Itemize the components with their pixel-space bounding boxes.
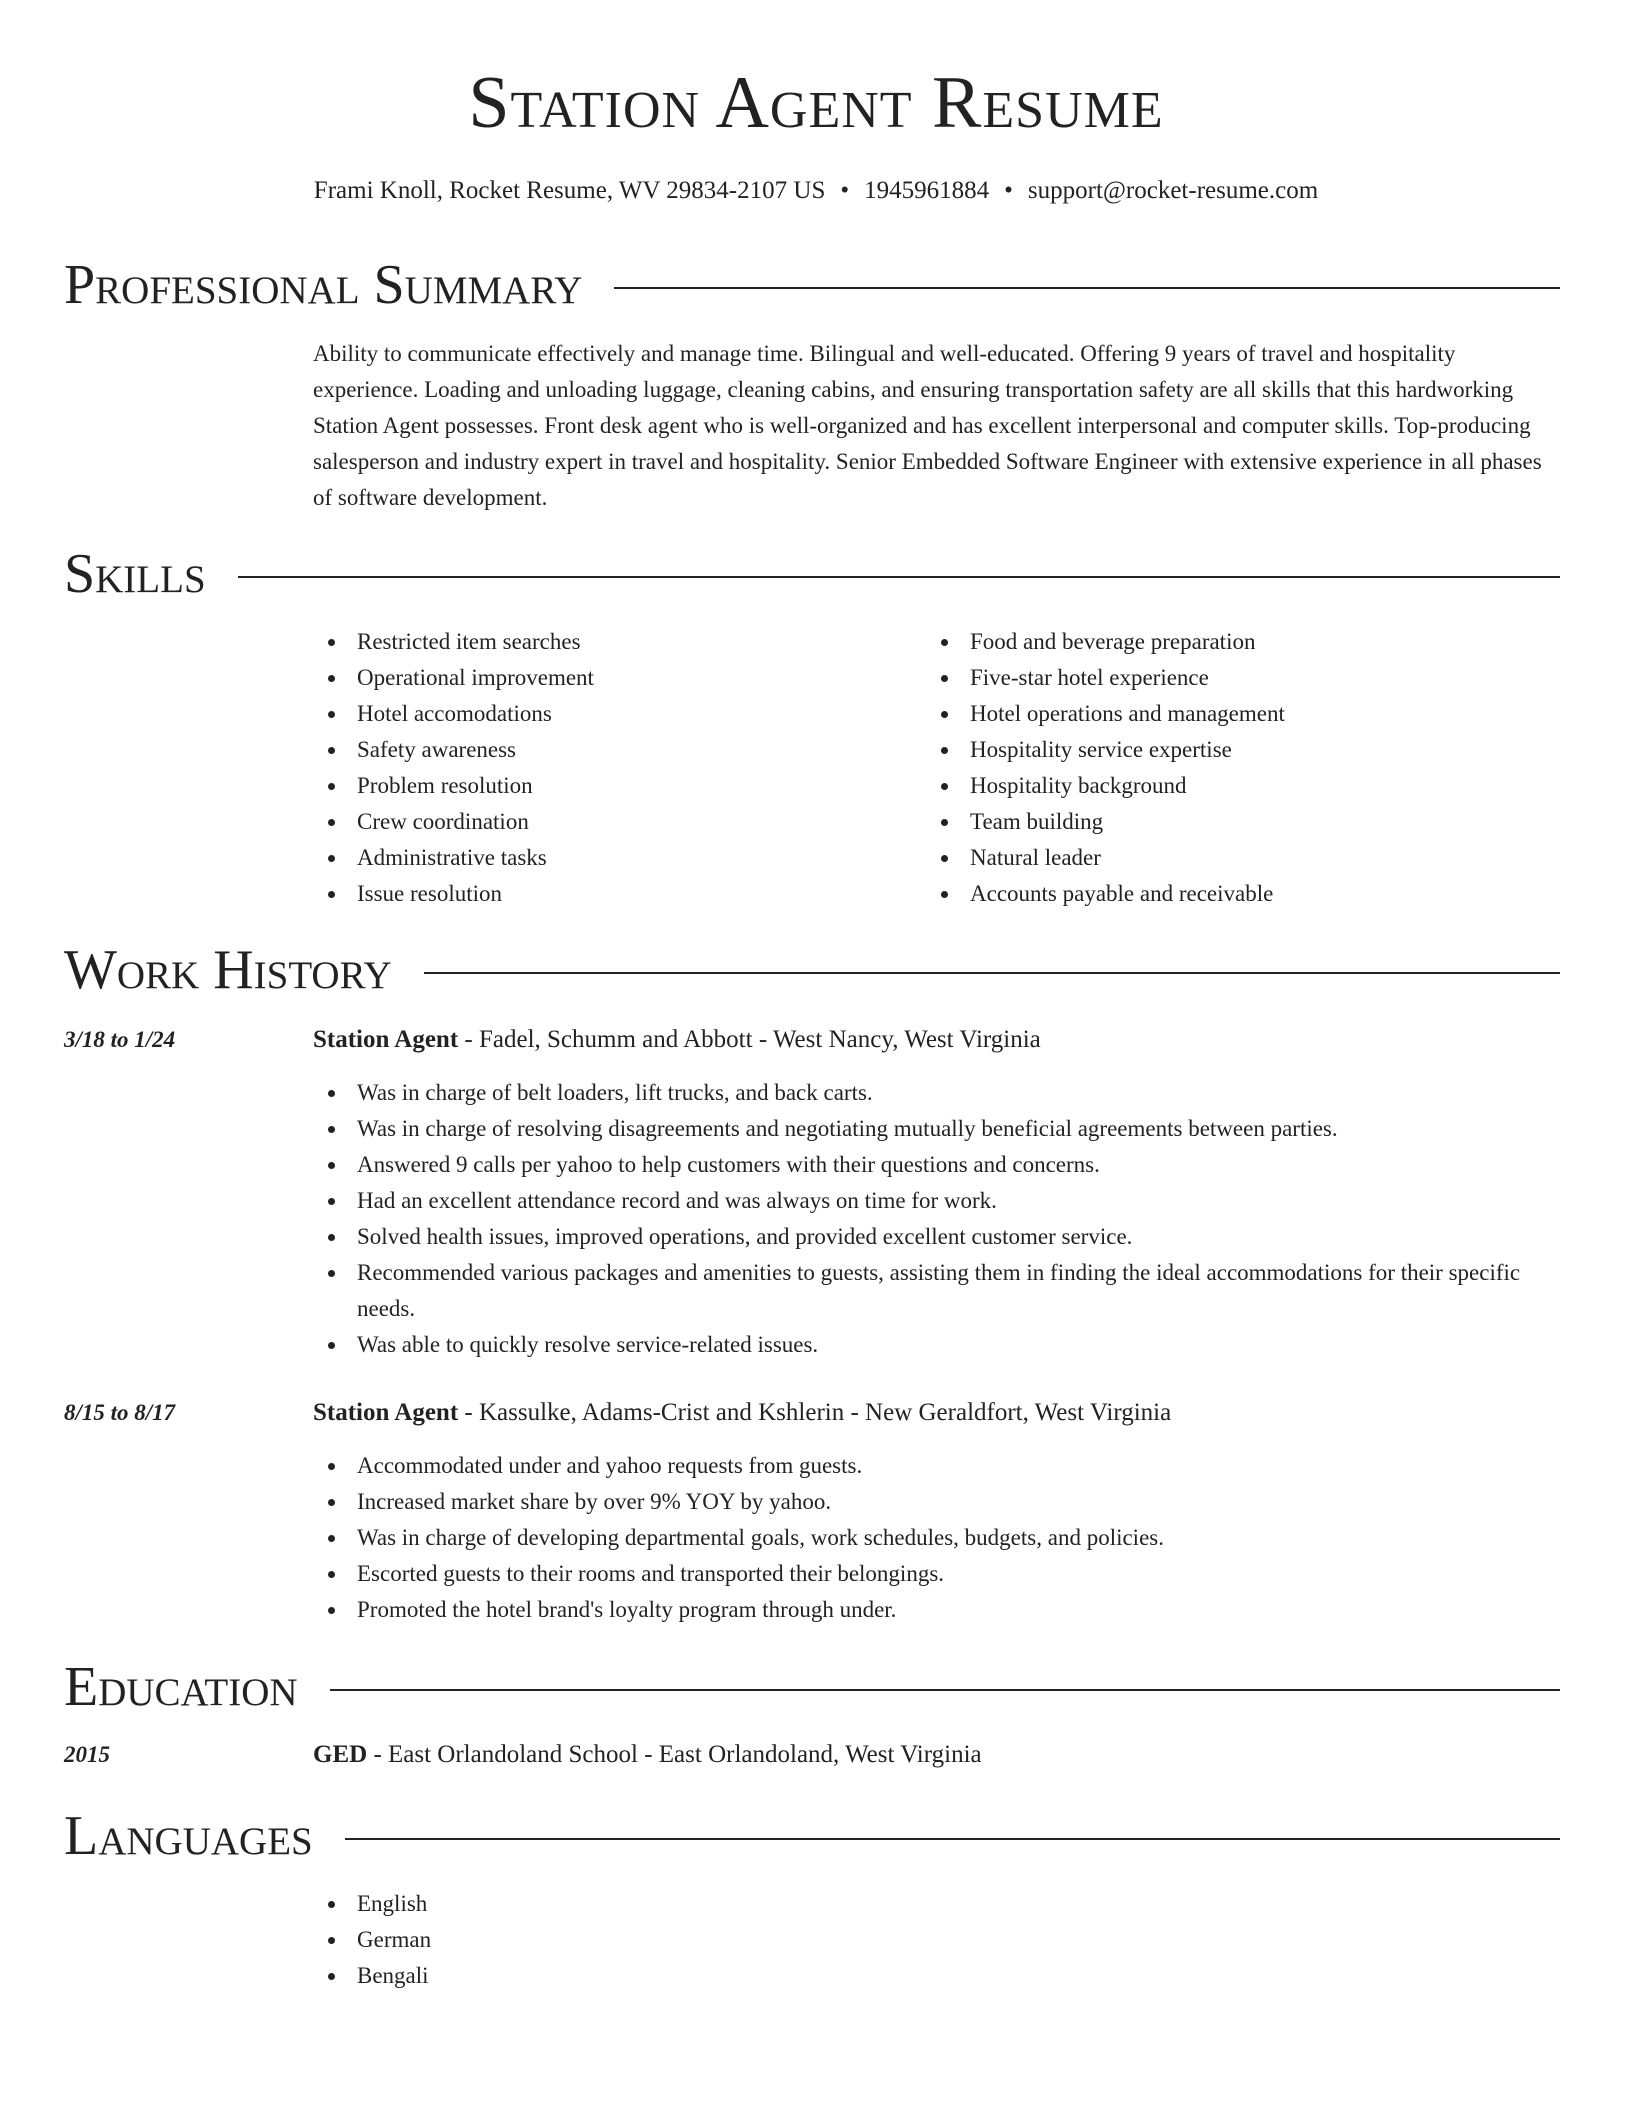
job-title: Station Agent [313,1399,459,1426]
skill-item: Hotel operations and management [926,696,1556,732]
skill-item: Hotel accomodations [313,696,873,732]
education-heading: Education [64,1656,298,1718]
summary-heading: Professional Summary [64,254,583,316]
skill-item: Administrative tasks [313,840,873,876]
skill-item: Team building [926,804,1556,840]
skill-item: Food and beverage preparation [926,624,1556,660]
skill-item: Natural leader [926,840,1556,876]
education-school: - East Orlandoland School - East Orlandoland, West Virginia [367,1741,982,1768]
skills-section-header [64,542,1560,606]
job-header [313,1395,1563,1431]
job-title: Station Agent [313,1026,459,1053]
education-section-header [64,1655,1560,1719]
job-bullet: Escorted guests to their rooms and transported their belongings. [313,1556,1563,1592]
job-bullet: Recommended various packages and amenities to guests, assisting them in finding the ideal accommodations for their specific needs. [313,1255,1563,1327]
languages-list [313,1886,913,1994]
summary-text: Ability to communicate effectively and manage time. Bilingual and well-educated. Offering 9 years of travel and hospitality experience. Loading and unloading luggage, cleaning cabins, and ensuring transportation safety are all skills that this hardworking Station Agent possesses. Front desk agent who is well-organized and has excellent interpersonal and computer skills. Top-producing salesperson and industry expert in travel and hospitality. Senior Embedded Software Engineer with extensive experience in all phases of software development. [313,341,1542,510]
contact-address: Frami Knoll, Rocket Resume, WV 29834-2107 US [313,177,826,204]
job-bullet: Was in charge of developing departmental goals, work schedules, budgets, and policies. [313,1520,1563,1556]
contact-separator: • [840,177,850,204]
section-divider [330,1689,1560,1691]
job-bullet: Was in charge of resolving disagreements and negotiating mutually beneficial agreements between parties. [313,1111,1563,1147]
skill-item: Safety awareness [313,732,873,768]
section-divider [424,972,1560,974]
work-heading: Work History [64,939,392,1001]
skills-list-left [313,624,873,912]
job-dates: 8/15 to 8/17 [64,1400,176,1425]
language-item: German [313,1922,913,1958]
skills-list-right [926,624,1556,912]
skill-item: Hospitality service expertise [926,732,1556,768]
contact-phone: 1945961884 [864,177,990,204]
section-divider [345,1838,1560,1840]
job-bullet: Accommodated under and yahoo requests from guests. [313,1448,1563,1484]
work-section-header [64,938,1560,1002]
languages-heading: Languages [64,1805,313,1867]
job-bullet: Had an excellent attendance record and was always on time for work. [313,1183,1563,1219]
resume-title: Station Agent Resume [468,62,1164,144]
job-header [313,1022,1563,1058]
job-employer: - Fadel, Schumm and Abbott - West Nancy, West Virginia [458,1026,1041,1053]
section-divider [614,287,1560,289]
job-bullets [313,1075,1563,1363]
skill-item: Crew coordination [313,804,873,840]
skill-item: Restricted item searches [313,624,873,660]
section-divider [238,576,1560,578]
skill-item: Problem resolution [313,768,873,804]
education-entry [313,1737,1563,1773]
summary-section-header [64,253,1560,317]
skill-item: Hospitality background [926,768,1556,804]
contact-line [0,174,1632,208]
languages-section-header [64,1804,1560,1868]
contact-email: support@rocket-resume.com [1027,177,1319,204]
skills-heading: Skills [64,543,206,605]
education-degree: GED [313,1741,368,1768]
job-dates: 3/18 to 1/24 [64,1027,176,1052]
education-year: 2015 [64,1742,110,1767]
job-bullets [313,1448,1563,1628]
job-bullet: Promoted the hotel brand's loyalty program through under. [313,1592,1563,1628]
job-bullet: Was able to quickly resolve service-related issues. [313,1327,1563,1363]
job-bullet: Increased market share by over 9% YOY by yahoo. [313,1484,1563,1520]
job-bullet: Answered 9 calls per yahoo to help customers with their questions and concerns. [313,1147,1563,1183]
skill-item: Issue resolution [313,876,873,912]
language-item: English [313,1886,913,1922]
skill-item: Accounts payable and receivable [926,876,1556,912]
contact-separator: • [1004,177,1013,204]
job-bullet: Solved health issues, improved operations, and provided excellent customer service. [313,1219,1563,1255]
job-bullet: Was in charge of belt loaders, lift trucks, and back carts. [313,1075,1563,1111]
job-employer: - Kassulke, Adams-Crist and Kshlerin - New Geraldfort, West Virginia [458,1399,1172,1426]
skill-item: Five-star hotel experience [926,660,1556,696]
language-item: Bengali [313,1958,913,1994]
skill-item: Operational improvement [313,660,873,696]
